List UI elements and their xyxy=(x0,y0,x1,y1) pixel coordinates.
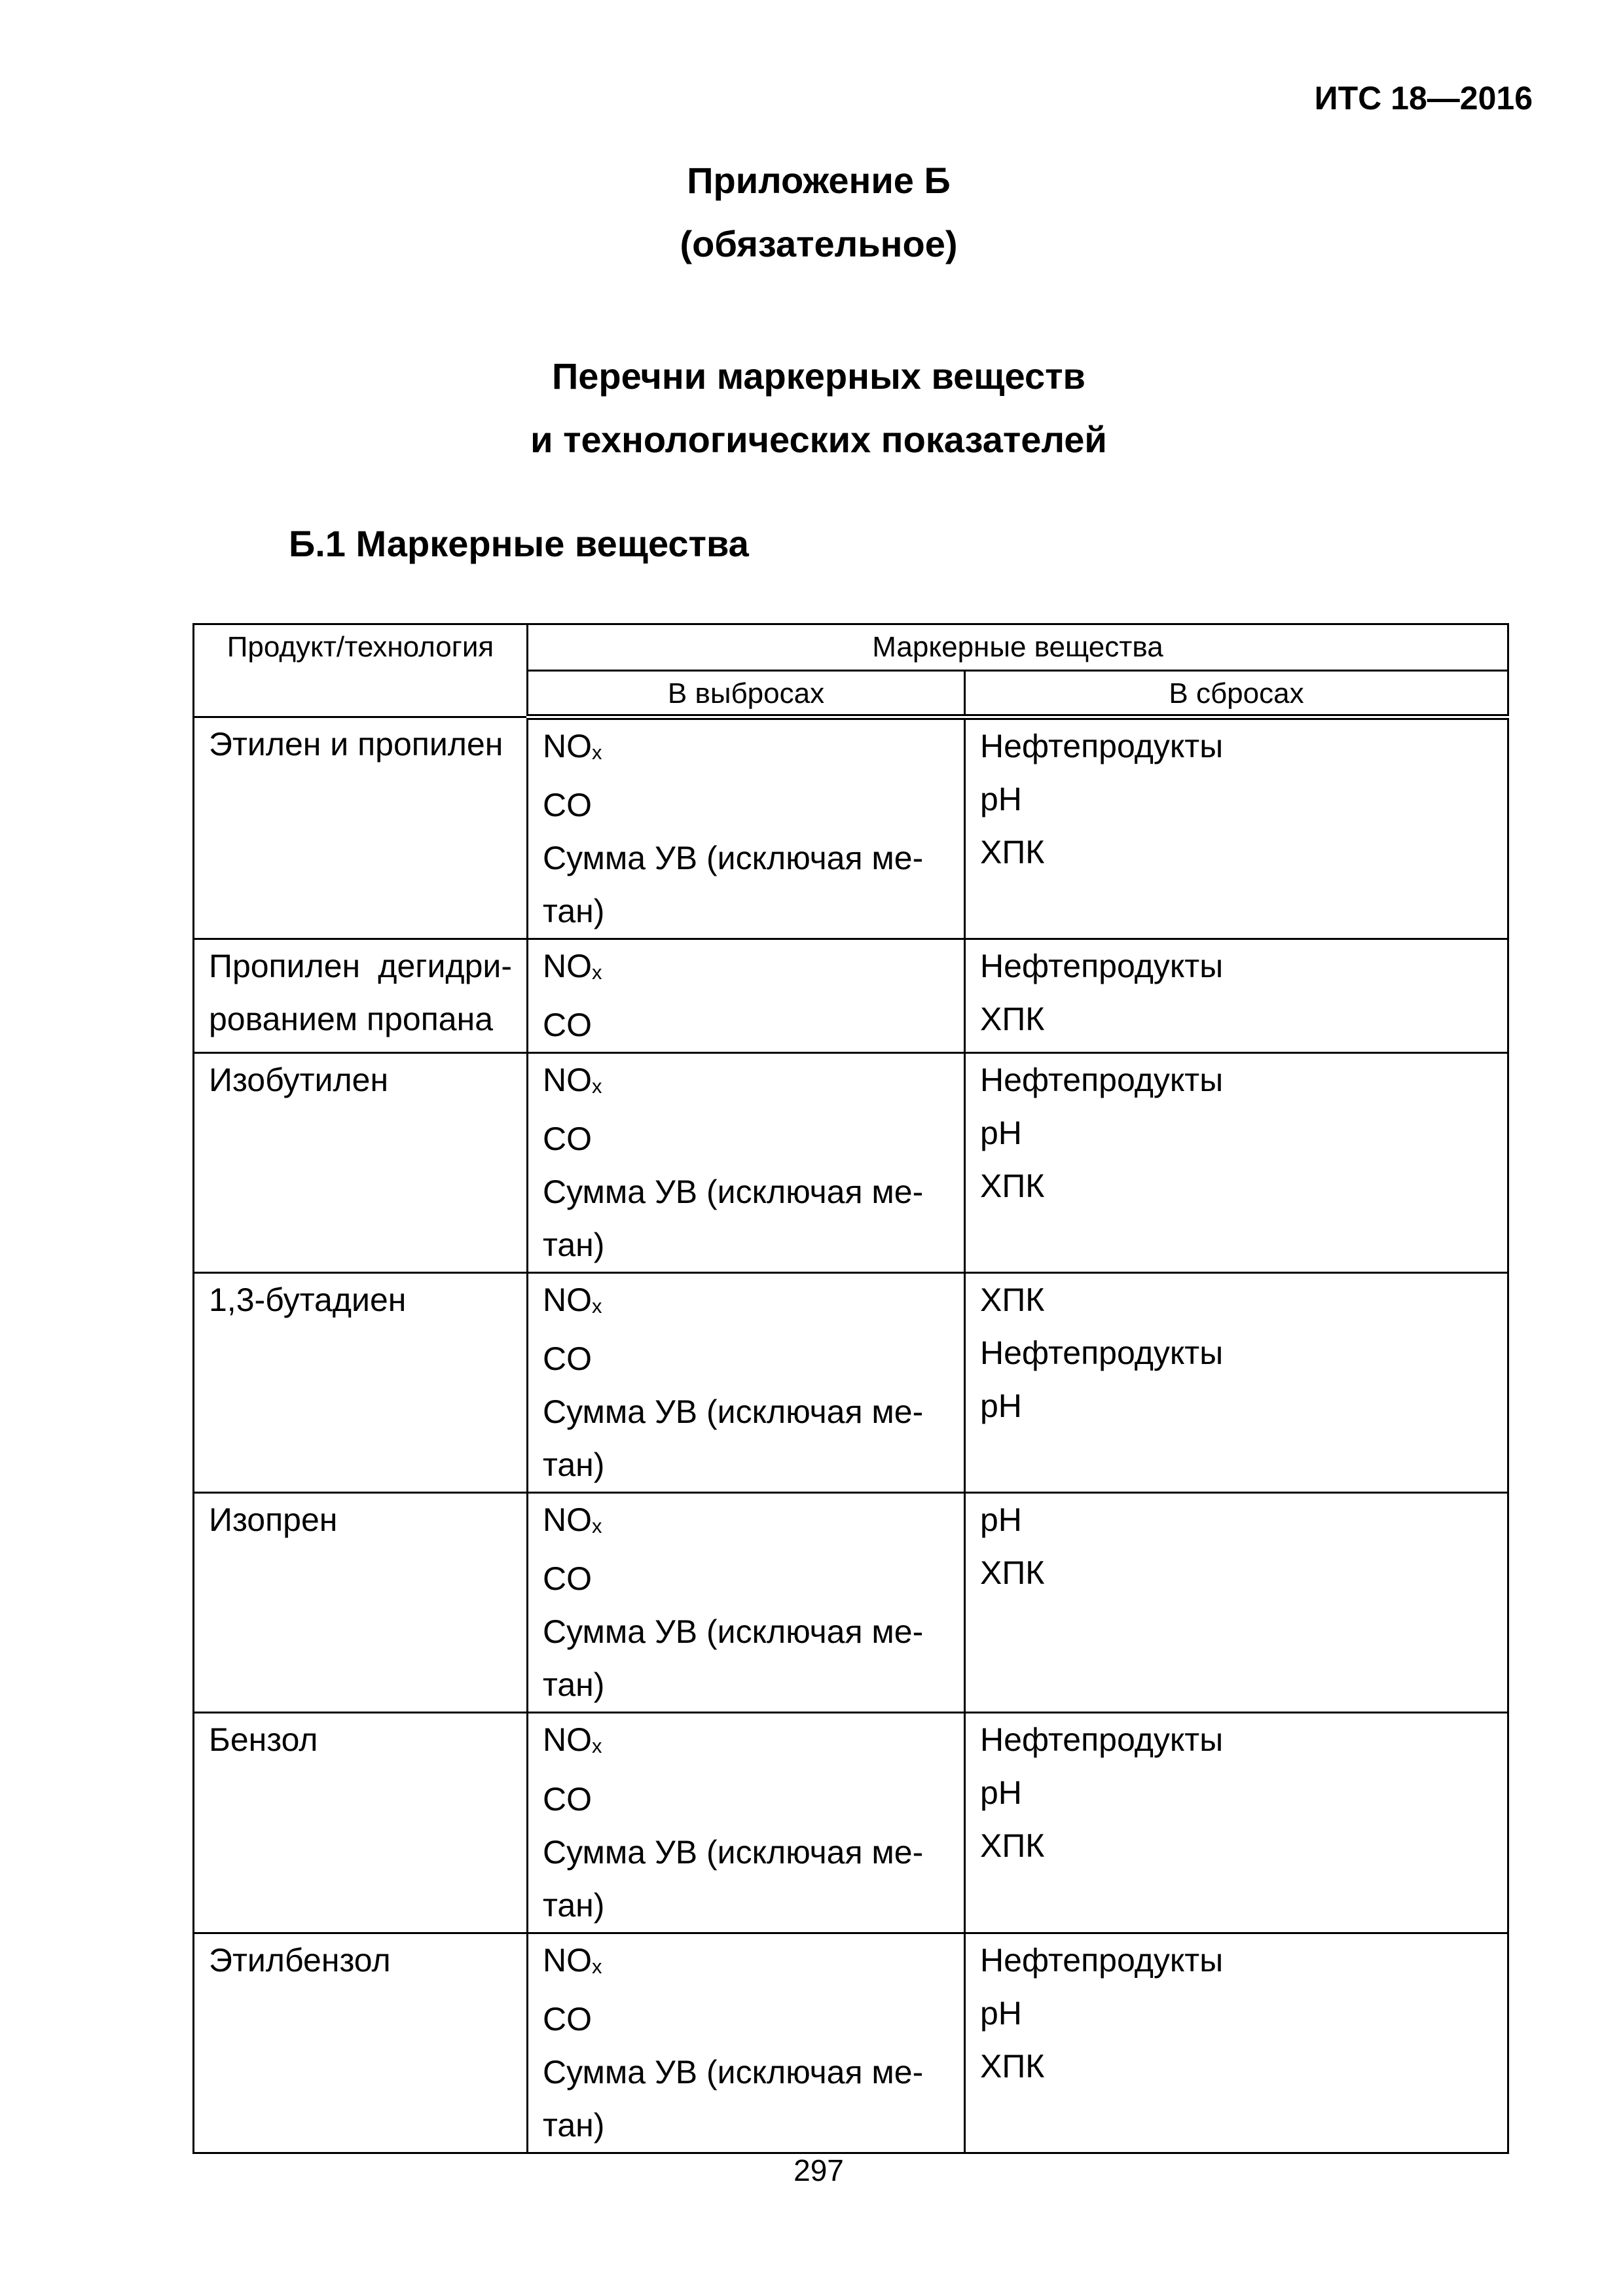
cell-product xyxy=(194,717,528,939)
cell-product xyxy=(194,1273,528,1493)
emissions-line: CO xyxy=(543,1007,592,1044)
table-row xyxy=(194,1273,1508,1493)
discharges-line: Нефтепродукты xyxy=(980,1941,1224,1979)
appendix-subtitle: (обязательное) xyxy=(680,223,958,264)
marker-substances-table xyxy=(192,623,1509,2154)
emissions-line xyxy=(543,1054,949,1113)
product-line: Изобутилен xyxy=(209,1062,389,1099)
product-line: Бензол xyxy=(209,1721,318,1759)
emissions-line: CO xyxy=(543,2000,592,2037)
formula-subscript: x xyxy=(592,1515,602,1538)
emissions-line xyxy=(543,1713,949,1772)
table-body xyxy=(194,717,1508,2153)
formula-main: NO xyxy=(543,948,592,985)
emissions-line: Сумма УВ (исключая ме- xyxy=(543,2053,924,2090)
emissions-line: тан) xyxy=(543,1227,605,1264)
discharges-line: Нефтепродукты xyxy=(980,1721,1224,1759)
section-title-line1: Перечни маркерных веществ xyxy=(552,355,1085,397)
emissions-line: Сумма УВ (исключая ме- xyxy=(543,1393,924,1431)
emissions-line: CO xyxy=(543,1121,592,1158)
cell-discharges xyxy=(965,1933,1508,2153)
cell-product xyxy=(194,939,528,1053)
header-markers: Маркерные вещества xyxy=(528,624,1508,671)
cell-product xyxy=(194,1493,528,1713)
table-row xyxy=(194,1493,1508,1713)
product-line: Изопрен xyxy=(209,1501,338,1539)
discharges-line: ХПК xyxy=(980,1282,1045,1319)
cell-emissions xyxy=(528,717,965,939)
discharges-line: Нефтепродукты xyxy=(980,1335,1224,1372)
cell-discharges xyxy=(965,1053,1508,1273)
appendix-title: Приложение Б xyxy=(687,160,951,201)
emissions-line: Сумма УВ (исключая ме- xyxy=(543,840,924,877)
discharges-line: Нефтепродукты xyxy=(980,948,1224,985)
cell-discharges xyxy=(965,939,1508,1053)
formula-main: NO xyxy=(543,1062,592,1099)
cell-discharges xyxy=(965,1493,1508,1713)
cell-emissions xyxy=(528,1713,965,1933)
product-line: рованием пропана xyxy=(209,1001,494,1038)
cell-discharges xyxy=(965,1273,1508,1493)
header-product: Продукт/технология xyxy=(194,624,528,717)
formula-subscript: x xyxy=(592,741,602,764)
cell-product xyxy=(194,1053,528,1273)
discharges-line: ХПК xyxy=(980,1001,1045,1038)
formula-main: NO xyxy=(543,1282,592,1319)
discharges-line: pH xyxy=(980,1501,1022,1539)
table-row xyxy=(194,1933,1508,2153)
emissions-line: тан) xyxy=(543,1666,605,1704)
emissions-line: тан) xyxy=(543,1886,605,1924)
header-emissions: В выбросах xyxy=(528,671,965,717)
discharges-line: ХПК xyxy=(980,2047,1045,2085)
subsection-title: Б.1 Маркерные вещества xyxy=(289,523,749,564)
product-line: Этилен и пропилен xyxy=(209,726,503,762)
formula-subscript: x xyxy=(592,1954,602,1978)
emissions-line: тан) xyxy=(543,2106,605,2144)
discharges-line: ХПК xyxy=(980,1168,1045,1205)
discharges-line: pH xyxy=(980,1388,1022,1425)
emissions-line: CO xyxy=(543,1340,592,1378)
emissions-line xyxy=(543,1934,949,1993)
discharges-line: Нефтепродукты xyxy=(980,1062,1224,1099)
cell-product xyxy=(194,1713,528,1933)
product-line: Пропилен дегидри- xyxy=(209,948,512,985)
emissions-line: Сумма УВ (исключая ме- xyxy=(543,1174,924,1211)
formula-subscript: x xyxy=(592,1734,602,1758)
emissions-line: Сумма УВ (исключая ме- xyxy=(543,1613,924,1651)
emissions-line xyxy=(543,720,949,779)
header-discharges: В сбросах xyxy=(965,671,1508,717)
emissions-line: тан) xyxy=(543,893,605,930)
discharges-line: Нефтепродукты xyxy=(980,728,1224,764)
discharges-line: pH xyxy=(980,781,1022,817)
product-line: Этилбензол xyxy=(209,1941,391,1979)
discharges-line: pH xyxy=(980,1994,1022,2032)
discharges-line: pH xyxy=(980,1115,1022,1152)
cell-emissions xyxy=(528,1493,965,1713)
emissions-line: CO xyxy=(543,1780,592,1818)
document-code: ИТС 18—2016 xyxy=(1314,80,1533,117)
formula-main: NO xyxy=(543,728,592,764)
emissions-line xyxy=(543,1494,949,1552)
table-row xyxy=(194,1053,1508,1273)
page-number: 297 xyxy=(793,2153,844,2187)
cell-product xyxy=(194,1933,528,2153)
table-row xyxy=(194,1713,1508,1933)
emissions-line xyxy=(543,940,949,999)
formula-main: NO xyxy=(543,1721,592,1759)
discharges-line: pH xyxy=(980,1774,1022,1812)
cell-emissions xyxy=(528,1933,965,2153)
formula-subscript: x xyxy=(592,1295,602,1318)
emissions-line: CO xyxy=(543,787,592,824)
discharges-line: ХПК xyxy=(980,1554,1045,1592)
cell-emissions xyxy=(528,1053,965,1273)
cell-emissions xyxy=(528,1273,965,1493)
emissions-line xyxy=(543,1274,949,1333)
discharges-line: ХПК xyxy=(980,834,1045,870)
product-line: 1,3-бутадиен xyxy=(209,1282,407,1319)
formula-subscript: x xyxy=(592,961,602,984)
table-row xyxy=(194,939,1508,1053)
table-row xyxy=(194,717,1508,939)
section-title-line2: и технологических показателей xyxy=(530,419,1107,460)
discharges-line: ХПК xyxy=(980,1827,1045,1865)
emissions-line: Сумма УВ (исключая ме- xyxy=(543,1833,924,1871)
formula-main: NO xyxy=(543,1941,592,1979)
formula-subscript: x xyxy=(592,1075,602,1098)
formula-main: NO xyxy=(543,1501,592,1539)
cell-discharges xyxy=(965,717,1508,939)
emissions-line: CO xyxy=(543,1560,592,1598)
cell-emissions xyxy=(528,939,965,1053)
cell-discharges xyxy=(965,1713,1508,1933)
table-header-row xyxy=(194,624,1508,671)
emissions-line: тан) xyxy=(543,1446,605,1484)
